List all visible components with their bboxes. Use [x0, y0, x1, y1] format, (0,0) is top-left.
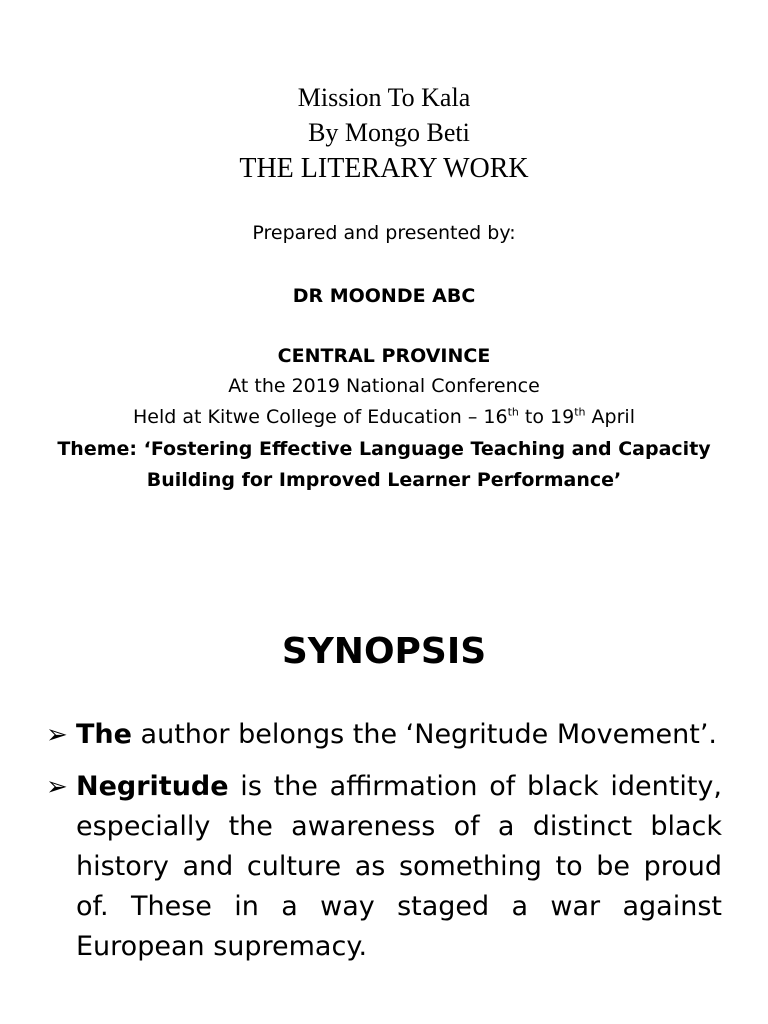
- synopsis-slide: [0, 560, 768, 1024]
- list-item: [46, 767, 722, 967]
- bullet-bold-lead: Negritude: [76, 771, 229, 802]
- synopsis-bullet-list: [46, 715, 722, 979]
- ordinal-suffix: th: [507, 405, 519, 419]
- bullet-bold-lead: The: [76, 719, 132, 750]
- synopsis-heading: SYNOPSIS: [281, 631, 487, 672]
- arrow-bullet-icon: ➢: [46, 772, 68, 802]
- presenter-name: DR MOONDE ABC: [292, 285, 476, 307]
- bullet-text: is the affirmation of black identity, especially the awareness of a distinct black history and culture as something to be proud of. These in a way staged a war against European supremacy.: [76, 771, 722, 962]
- list-item: [46, 715, 722, 755]
- conference-theme: Theme: ‘Fostering Effective Language Teaching and Capacity Building for Improved Learner Performance’: [57, 438, 711, 491]
- ordinal-suffix: th: [574, 405, 586, 419]
- book-author: By Mongo Beti: [308, 118, 470, 147]
- book-title: Mission To Kala: [297, 83, 471, 112]
- arrow-bullet-icon: ➢: [46, 720, 68, 750]
- bullet-text: author belongs the ‘Negritude Movement’.: [131, 719, 718, 750]
- conference-line: At the 2019 National Conference: [228, 375, 540, 397]
- province-name: CENTRAL PROVINCE: [277, 345, 491, 367]
- prepared-by-label: Prepared and presented by:: [252, 222, 516, 244]
- venue-dates-line: [0, 404, 768, 430]
- literary-work-heading: THE LITERARY WORK: [239, 153, 529, 184]
- venue-text: Held at Kitwe College of Education – 16: [133, 406, 508, 428]
- venue-text-end: April: [585, 406, 635, 428]
- venue-text-mid: to 19: [518, 406, 575, 428]
